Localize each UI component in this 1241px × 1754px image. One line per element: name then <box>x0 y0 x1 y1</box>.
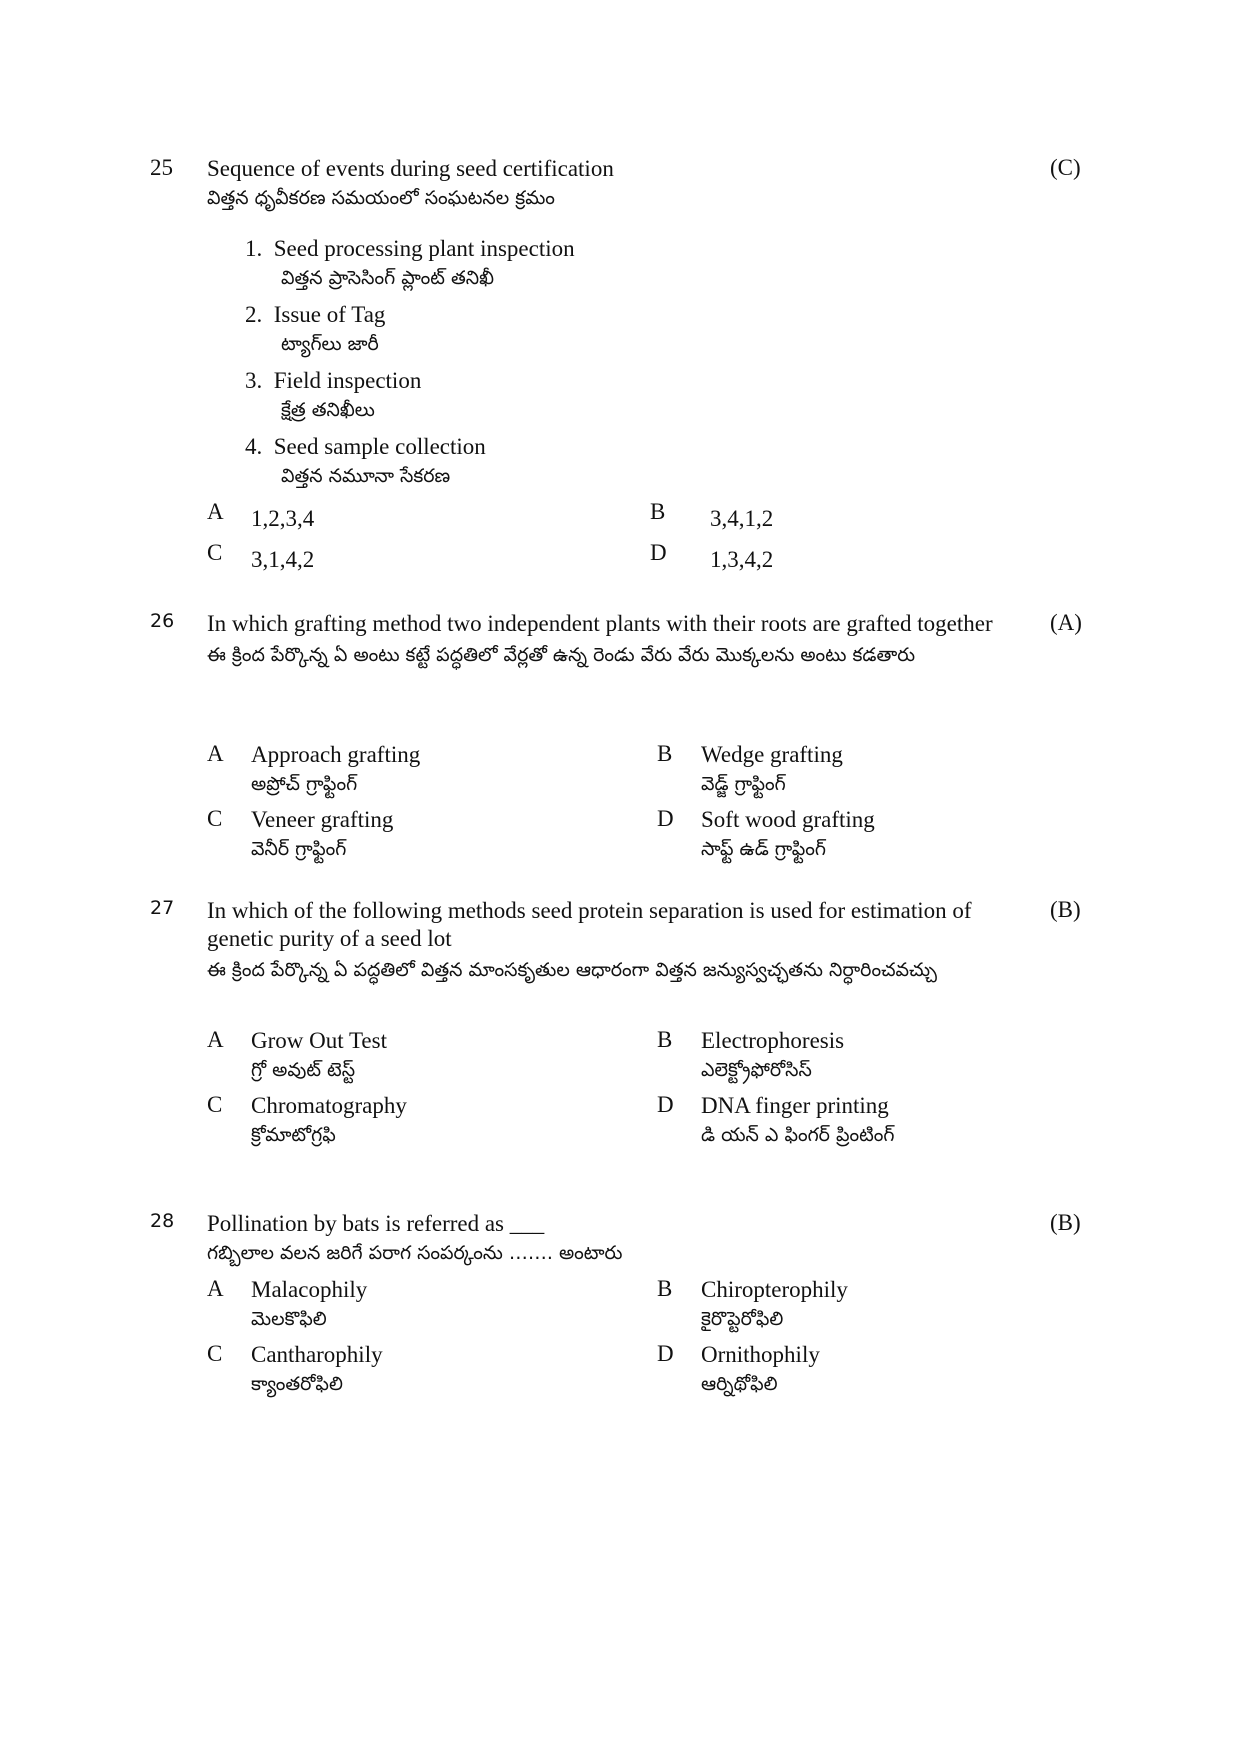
option-text: 3,4,1,2 <box>710 506 774 531</box>
stem-english: In which of the following methods seed protein separation is used for estimation of genetic purity of a seed lot <box>207 898 972 951</box>
list-item <box>245 235 575 293</box>
answer-key: (B) <box>1050 897 1081 922</box>
question-number: 27 <box>150 897 175 919</box>
option-letter: D <box>657 806 674 831</box>
step-number: 4. <box>245 434 263 459</box>
step-telugu: విత్తన నమూనా సేకరణ <box>281 465 451 487</box>
option-telugu: క్యాంతరోఫిలి <box>251 1373 343 1395</box>
option-english: Ornithophily <box>701 1342 820 1367</box>
option-english: Cantharophily <box>251 1342 383 1367</box>
option-english: Malacophily <box>251 1277 368 1302</box>
option-telugu: సాఫ్ట్ ఉడ్ గ్రాఫ్టింగ్ <box>701 838 826 860</box>
option-english: Chiropterophily <box>701 1277 848 1302</box>
option-english: Veneer grafting <box>251 807 394 832</box>
option-letter: B <box>657 1027 673 1052</box>
list-item <box>245 301 575 359</box>
option-letter: C <box>207 1092 223 1117</box>
question-number: 26 <box>150 610 175 632</box>
step-telugu: ట్యాగ్‌లు జారీ <box>281 333 379 355</box>
option-letter: A <box>207 499 224 524</box>
option-telugu: అప్రోచ్ గ్రాఫ్టింగ్ <box>251 773 358 795</box>
option-english: Chromatography <box>251 1093 407 1118</box>
option-english: Grow Out Test <box>251 1028 387 1053</box>
option-letter: C <box>207 806 223 831</box>
question-stem <box>207 155 1017 213</box>
option-telugu: వెడ్జ్ గ్రాఫ్టింగ్ <box>701 773 786 795</box>
stem-telugu: విత్తన ధృవీకరణ సమయంలో సంఘటనల క్రమం <box>207 187 555 209</box>
option-telugu: గ్రో అవుట్ టెస్ట్ <box>251 1059 356 1081</box>
list-item <box>245 367 575 425</box>
step-number: 3. <box>245 368 263 393</box>
option-telugu: డి యన్ ఎ ఫింగర్ ప్రింటింగ్ <box>701 1124 895 1146</box>
option-text: 3,1,4,2 <box>251 547 315 572</box>
step-number: 2. <box>245 302 263 327</box>
option-letter: A <box>207 1276 224 1301</box>
answer-key: (C) <box>1050 155 1081 180</box>
option-telugu: ఎలెక్ట్రోఫోరోసిస్ <box>701 1059 812 1081</box>
answer-key: (B) <box>1050 1210 1081 1235</box>
option-letter: C <box>207 1341 223 1366</box>
option-telugu: వెనీర్ గ్రాఫ్టింగ్ <box>251 838 347 860</box>
step-number: 1. <box>245 236 263 261</box>
list-item <box>245 433 575 491</box>
stem-telugu: గబ్బిలాల వలన జరిగే పరాగ సంపర్కంను ……. అంటారు <box>207 1242 623 1264</box>
step-telugu: విత్తన ప్రాసెసింగ్ ప్లాంట్ తనిఖీ <box>281 267 494 289</box>
step-english: Field inspection <box>273 368 422 393</box>
option-telugu: మెలకొఫిలి <box>251 1308 327 1330</box>
stem-telugu: ఈ క్రింద పేర్కొన్న ఏ అంటు కట్టే పద్ధతిలో వేర్లతో ఉన్న రెండు వేరు వేరు మొక్కలను అంటు కడతారు <box>207 644 916 666</box>
option-letter: B <box>650 499 666 524</box>
option-letter: A <box>207 741 224 766</box>
option-letter: C <box>207 540 223 565</box>
answer-key: (A) <box>1050 610 1082 635</box>
option-letter: B <box>657 741 673 766</box>
option-english: DNA finger printing <box>701 1093 889 1118</box>
option-letter: D <box>650 540 667 565</box>
question-stem <box>207 1210 1017 1268</box>
option-telugu: కైరొప్టెరోఫిలి <box>701 1308 784 1330</box>
question-stem <box>207 897 1017 987</box>
option-telugu: ఆర్నిథోఫిలి <box>701 1373 778 1395</box>
step-english: Seed sample collection <box>273 434 486 459</box>
stem-telugu: ఈ క్రింద పేర్కొన్న ఏ పద్ధతిలో విత్తన మాంసకృతుల ఆధారంగా విత్తన జన్యుస్వచ్ఛతను నిర్ధారించవచ్చు <box>207 959 937 981</box>
option-english: Soft wood grafting <box>701 807 875 832</box>
option-text: 1,3,4,2 <box>710 547 774 572</box>
option-letter: B <box>657 1276 673 1301</box>
option-telugu: క్రోమాటోగ్రఫి <box>251 1124 336 1146</box>
option-english: Wedge grafting <box>701 742 843 767</box>
option-english: Electrophoresis <box>701 1028 845 1053</box>
step-english: Issue of Tag <box>273 302 386 327</box>
question-number: 28 <box>150 1210 175 1232</box>
question-number: 25 <box>150 155 173 180</box>
option-letter: D <box>657 1341 674 1366</box>
option-text: 1,2,3,4 <box>251 506 315 531</box>
option-english: Approach grafting <box>251 742 421 767</box>
question-stem <box>207 610 1017 672</box>
step-telugu: క్షేత్ర తనిఖీలు <box>281 399 375 421</box>
stem-english: Sequence of events during seed certification <box>207 156 614 181</box>
option-letter: D <box>657 1092 674 1117</box>
stem-english: In which grafting method two independent plants with their roots are grafted together <box>207 611 993 636</box>
sequence-list <box>245 235 575 499</box>
step-english: Seed processing plant inspection <box>273 236 575 261</box>
option-letter: A <box>207 1027 224 1052</box>
stem-english: Pollination by bats is referred as ___ <box>207 1211 545 1236</box>
